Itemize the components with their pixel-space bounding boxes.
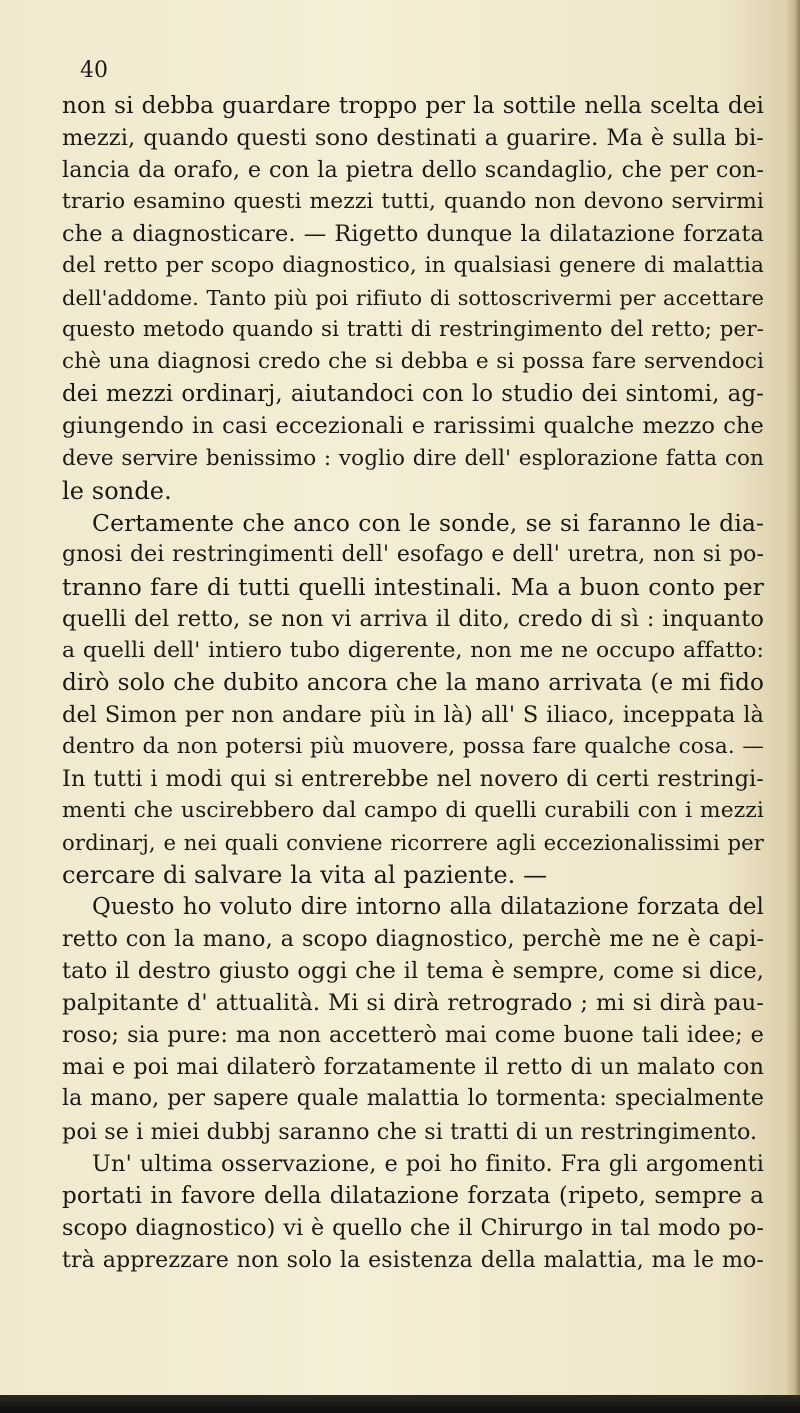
text-line: Questo ho voluto dire intorno alla dilatazione forzata del: [92, 894, 764, 921]
text-line: portati in favore della dilatazione forzata (ripeto, sempre a: [62, 1182, 764, 1209]
body-text: [62, 90, 764, 1276]
text-line: trà apprezzare non solo la esistenza della malattia, ma le mo-: [62, 1246, 764, 1273]
text-line: la mano, per sapere quale malattia lo tormenta: specialmente: [62, 1086, 764, 1112]
text-line: poi se i miei dubbj saranno che si tratti di un restringimento.: [62, 1118, 758, 1145]
text-line: a quelli dell' intiero tubo digerente, non me ne occupo affatto:: [62, 637, 764, 663]
text-line: mezzi, quando questi sono destinati a guarire. Ma è sulla bi-: [62, 125, 764, 152]
text-line: del Simon per non andare più in là) all' S iliaco, inceppata là: [62, 701, 764, 728]
text-line: retto con la mano, a scopo diagnostico, perchè me ne è capi-: [62, 926, 764, 953]
text-line: deve servire benissimo : voglio dire dell' esplorazione fatta con: [62, 445, 764, 471]
text-line: dirò solo che dubito ancora che la mano arrivata (e mi fido: [62, 669, 764, 696]
text-line: ordinarj, e nei quali conviene ricorrere agli eccezionalissimi per: [62, 830, 764, 856]
text-line: Un' ultima osservazione, e poi ho finito. Fra gli argomenti: [92, 1150, 764, 1177]
scan-bottom-band: [0, 1395, 800, 1413]
text-line: In tutti i modi qui si entrerebbe nel novero di certi restringi-: [62, 765, 764, 792]
text-line: Certamente che anco con le sonde, se si faranno le dia-: [92, 508, 764, 537]
page-edge-shadow: [786, 0, 800, 1413]
text-line: palpitante d' attualità. Mi si dirà retrogrado ; mi si dirà pau-: [62, 990, 764, 1017]
text-line: tato il destro giusto oggi che il tema è sempre, come si dice,: [62, 958, 764, 985]
page-number: 40: [80, 58, 108, 83]
text-line: non si debba guardare troppo per la sottile nella scelta dei: [62, 93, 764, 119]
text-line: mai e poi mai dilaterò forzatamente il retto di un malato con: [62, 1054, 764, 1081]
text-line: quelli del retto, se non vi arriva il dito, credo di sì : inquanto: [62, 605, 764, 632]
text-line: giungendo in casi eccezionali e rarissimi qualche mezzo che: [62, 413, 764, 440]
text-line: lancia da orafo, e con la pietra dello scandaglio, che per con-: [62, 157, 764, 184]
text-line: tranno fare di tutti quelli intestinali. Ma a buon conto per: [62, 572, 764, 601]
text-line: scopo diagnostico) vi è quello che il Chirurgo in tal modo po-: [62, 1214, 764, 1241]
text-line: trario esamino questi mezzi tutti, quando non devono servirmi: [62, 189, 764, 215]
text-line: roso; sia pure: ma non accetterò mai come buone tali idee; e: [62, 1022, 764, 1049]
text-line: dell'addome. Tanto più poi rifiuto di sottoscrivermi per accettare: [62, 286, 764, 311]
text-line: dentro da non potersi più muovere, possa fare qualche cosa. —: [62, 733, 764, 759]
text-line: chè una diagnosi credo che si debba e si possa fare servendoci: [62, 349, 764, 375]
text-line: gnosi dei restringimenti dell' esofago e dell' uretra, non si po-: [62, 541, 764, 567]
text-line: del retto per scopo diagnostico, in qualsiasi genere di malattia: [62, 253, 764, 279]
text-line: che a diagnosticare. — Rigetto dunque la dilatazione forzata: [62, 221, 764, 248]
text-line: questo metodo quando si tratti di restringimento del retto; per-: [62, 317, 764, 343]
text-line: menti che uscirebbero dal campo di quelli curabili con i mezzi: [62, 798, 764, 824]
text-line: le sonde.: [62, 476, 172, 505]
text-line: dei mezzi ordinarj, aiutandoci con lo studio dei sintomi, ag-: [62, 381, 764, 408]
text-line: cercare di salvare la vita al paziente. —: [62, 861, 548, 890]
